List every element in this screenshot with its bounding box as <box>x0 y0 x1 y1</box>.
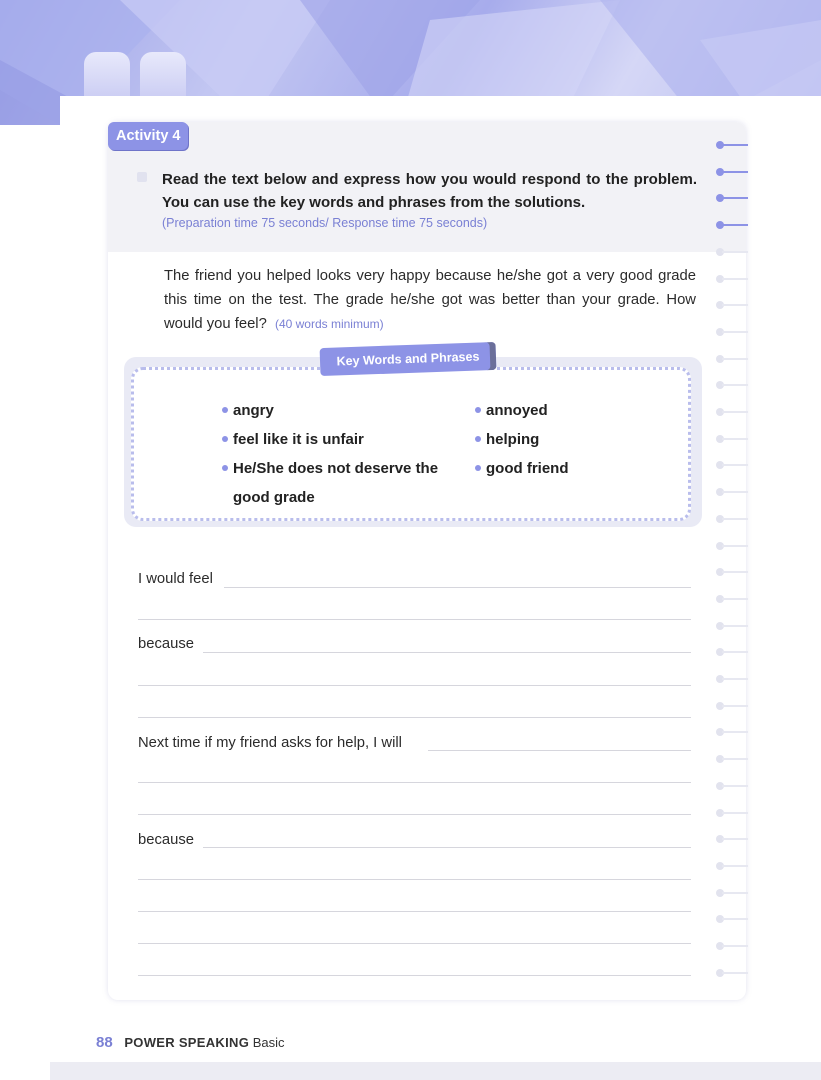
page-number: 88 <box>96 1034 113 1051</box>
binder-ring-icon <box>716 781 748 791</box>
answer-line[interactable] <box>138 717 691 718</box>
binder-ring-icon <box>716 834 748 844</box>
next-time-label: Next time if my friend asks for help, I will <box>138 735 402 751</box>
binder-ring-icon <box>716 274 748 284</box>
binder-ring-icon <box>716 914 748 924</box>
prompt-body: The friend you helped looks very happy because he/she got a very good grade this time on the test. The grade he/she got was better than your grade. How would you feel? <box>164 268 696 332</box>
binder-ring-icon <box>716 300 748 310</box>
series-level: Basic <box>252 1035 285 1050</box>
binder-ring-icon <box>716 567 748 577</box>
binder-tab <box>140 52 186 102</box>
binder-ring-icon <box>716 247 748 257</box>
binder-ring-icon <box>716 380 748 390</box>
bullet-dot-icon <box>222 465 228 471</box>
binder-ring-icon <box>716 514 748 524</box>
prompt-text <box>164 264 696 336</box>
binder-ring-icon <box>716 327 748 337</box>
min-words-note: (40 words minimum) <box>274 317 384 331</box>
binder-ring-icon <box>716 941 748 951</box>
bullet-dot-icon <box>222 407 228 413</box>
binder-ring-icon <box>716 407 748 417</box>
binder-ring-icon <box>716 193 748 203</box>
key-word-item: He/She does not deserve the good grade <box>222 454 452 512</box>
key-word-item: good friend <box>475 454 675 483</box>
binder-ring-icon <box>716 167 748 177</box>
key-words-title: Key Words and Phrases <box>320 342 497 376</box>
binder-ring-icon <box>716 487 748 497</box>
answer-line[interactable] <box>138 975 691 976</box>
bullet-dot-icon <box>475 407 481 413</box>
binder-ring-icon <box>716 754 748 764</box>
page-footer <box>96 1034 285 1051</box>
binder-ring-icon <box>716 701 748 711</box>
binder-ring-icon <box>716 354 748 364</box>
binder-ring-icon <box>716 861 748 871</box>
page-bottom-strip <box>50 1062 821 1080</box>
instruction-text: Read the text below and express how you would respond to the problem. You can use the key words and phrases from the solutions. <box>162 171 697 211</box>
bullet-dot-icon <box>222 436 228 442</box>
binder-ring-icon <box>716 220 748 230</box>
binder-ring-icon <box>716 968 748 978</box>
activity-badge: Activity 4 <box>108 122 188 150</box>
binder-ring-icon <box>716 674 748 684</box>
answer-line[interactable] <box>138 911 691 912</box>
binder-ring-icon <box>716 727 748 737</box>
answer-line[interactable] <box>203 847 691 848</box>
binder-ring-icon <box>716 647 748 657</box>
binder-ring-icon <box>716 460 748 470</box>
answer-line[interactable] <box>203 652 691 653</box>
timing-note: (Preparation time 75 seconds/ Response time 75 seconds) <box>162 216 488 230</box>
key-word-item: angry <box>222 396 452 425</box>
key-word-item: feel like it is unfair <box>222 425 452 454</box>
answer-line[interactable] <box>224 587 691 588</box>
bullet-dot-icon <box>475 465 481 471</box>
binder-ring-icon <box>716 888 748 898</box>
binder-ring-icon <box>716 434 748 444</box>
feel-label: I would feel <box>138 571 213 587</box>
answer-line[interactable] <box>138 879 691 880</box>
because-label: because <box>138 636 194 652</box>
answer-line[interactable] <box>138 814 691 815</box>
answer-line[interactable] <box>138 685 691 686</box>
key-words-left-column <box>222 396 452 512</box>
key-word-item: annoyed <box>475 396 675 425</box>
because-label: because <box>138 832 194 848</box>
binder-ring-icon <box>716 621 748 631</box>
bullet-dot-icon <box>475 436 481 442</box>
answer-line[interactable] <box>138 943 691 944</box>
key-word-item: helping <box>475 425 675 454</box>
binder-rings <box>716 140 748 980</box>
key-words-right-column <box>475 396 675 483</box>
binder-ring-icon <box>716 541 748 551</box>
binder-ring-icon <box>716 140 748 150</box>
page-margin <box>0 125 50 1080</box>
instruction-bullet-icon <box>137 172 147 182</box>
binder-tab <box>84 52 130 102</box>
answer-line[interactable] <box>138 782 691 783</box>
answer-line[interactable] <box>428 750 691 751</box>
answer-line[interactable] <box>138 619 691 620</box>
binder-ring-icon <box>716 808 748 818</box>
activity-card <box>108 122 746 1000</box>
binder-ring-icon <box>716 594 748 604</box>
series-title: POWER SPEAKING <box>124 1035 250 1050</box>
